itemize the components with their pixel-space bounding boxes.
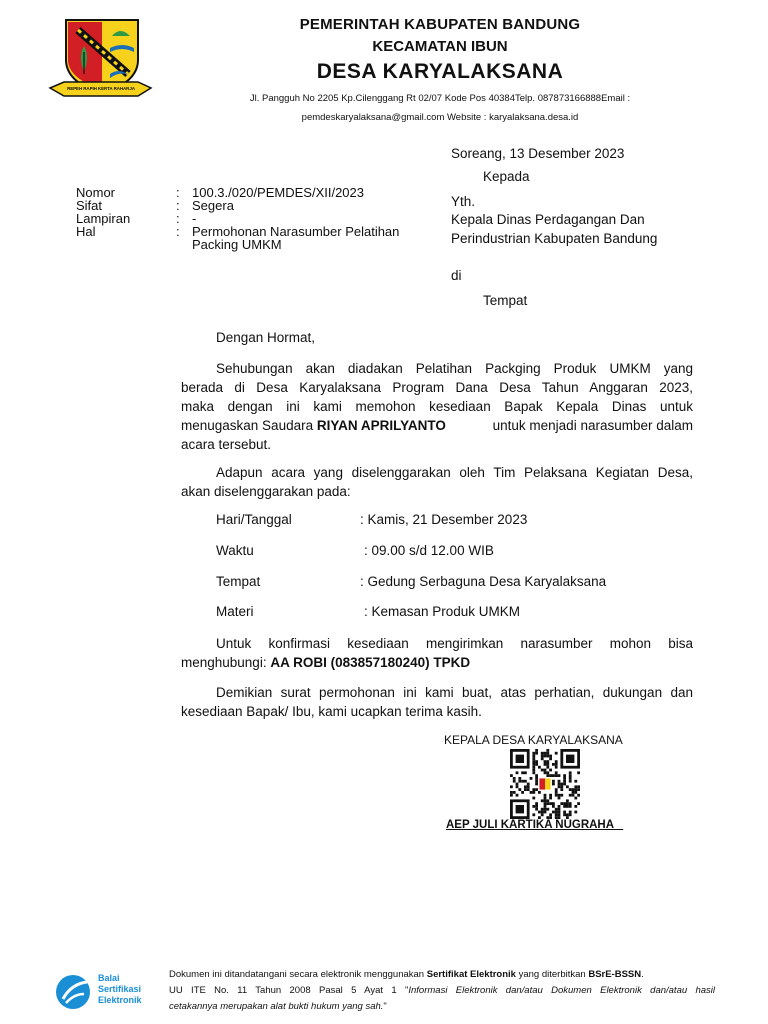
notice-l3-quote: cetakannya merupakan alat bukti hukum yang sah.	[169, 1001, 384, 1012]
detail-materi-value: : Kemasan Produk UMKM	[364, 604, 521, 619]
meta-sifat-sep: :	[176, 198, 180, 213]
paragraph-4	[181, 683, 693, 721]
paragraph-3-line2	[181, 653, 693, 672]
detail-hari-value: : Kamis, 21 Desember 2023	[360, 512, 528, 527]
recipient-line2: Perindustrian Kabupaten Bandung	[451, 231, 658, 246]
letterhead-address: Jl. Pangguh No 2205 Kp.Cilenggang Rt 02/07 Kode Pos 40384Telp. 087873166888Email :	[249, 93, 631, 104]
meta-hal-label: Hal	[76, 224, 96, 239]
greeting: Dengan Hormat,	[216, 330, 316, 345]
meta-hal-value: Permohonan Narasumber Pelatihan	[192, 224, 400, 239]
detail-waktu-label: Waktu	[216, 543, 254, 558]
meta-sifat-label: Sifat	[76, 198, 103, 213]
detail-hari-label: Hari/Tanggal	[216, 512, 292, 527]
paragraph-1-line1: Sehubungan akan diadakan Pelatihan Packging Produk UMKM yang	[216, 361, 693, 376]
detail-tempat-value: : Gedung Serbaguna Desa Karyalaksana	[360, 574, 607, 589]
letterhead-title: DESA KARYALAKSANA	[316, 60, 564, 83]
notice-l2-pre: UU ITE No. 11 Tahun 2008 Pasal 5 Ayat 1 "	[169, 985, 409, 996]
p1-post: untuk menjadi narasumber dalam	[488, 418, 693, 433]
p1-pre: menugaskan Saudara	[181, 418, 317, 433]
paragraph-3	[181, 634, 693, 672]
recipient-kepada: Kepada	[483, 169, 530, 184]
letterhead-divider	[48, 131, 720, 132]
bsre-logo-line1: Balai	[98, 973, 120, 983]
detail-materi-label: Materi	[216, 604, 254, 619]
notice-l1-cert: Sertifikat Elektronik	[426, 969, 516, 980]
meta-lampiran-sep: :	[176, 211, 180, 226]
p3-pre: menghubungi:	[181, 655, 271, 670]
bsre-logo	[54, 970, 164, 1012]
detail-tempat-label: Tempat	[216, 574, 261, 589]
notice-l1-issuer: BSrE-BSSN	[588, 969, 642, 980]
village-emblem	[48, 12, 153, 102]
bsre-logo-line3: Elektronik	[98, 995, 142, 1005]
notice-line2	[169, 983, 715, 999]
letterhead-line1: PEMERINTAH KABUPATEN BANDUNG	[299, 16, 581, 33]
meta-hal-sep: :	[176, 224, 180, 239]
notice-line3	[169, 999, 715, 1015]
recipient-tempat: Tempat	[483, 293, 528, 308]
paragraph-2-line1: Adapun acara yang diselenggarakan oleh Tim Pelaksana Kegiatan Desa,	[216, 465, 693, 480]
notice-line1	[169, 967, 715, 983]
meta-lampiran-label: Lampiran	[76, 211, 131, 226]
bsre-logo-line2: Sertifikasi	[98, 984, 142, 994]
emblem-motto: REPEH RAPIH KERTA RAHARJA	[67, 86, 135, 91]
signatory-name-text: AEP JULI KARTIKA NUGRAHA	[446, 819, 614, 831]
paragraph-2-line2: akan diselenggarakan pada:	[181, 484, 351, 499]
notice-l3-end: "	[383, 1001, 387, 1012]
meta-sifat-value: Segera	[192, 198, 234, 213]
paragraph-1-line2: berada di Desa Karyalaksana Program Dana Desa Tahun Anggaran 2023,	[181, 380, 693, 395]
meta-nomor-label: Nomor	[76, 185, 116, 200]
recipient-yth: Yth.	[451, 194, 476, 209]
meta-nomor-sep: :	[176, 185, 180, 200]
paragraph-1-line4	[181, 416, 693, 435]
paragraph-1-line3: maka dengan ini kami memohon kesediaan Bapak Kepala Dinas untuk	[181, 399, 693, 414]
meta-lampiran-value: -	[192, 211, 197, 226]
letterhead-line2: KECAMATAN IBUN	[372, 38, 508, 55]
signatory-name	[446, 819, 623, 831]
notice-l1-mid: yang diterbitkan	[515, 969, 589, 980]
detail-waktu-value: : 09.00 s/d 12.00 WIB	[364, 543, 494, 558]
letterhead-contact: pemdeskaryalaksana@gmail.com Website : karyalaksana.desa.id	[301, 112, 579, 123]
e-signature-notice	[169, 967, 715, 1015]
meta-nomor-value: 100.3./020/PEMDES/XII/2023	[192, 185, 364, 200]
notice-l2-quote: Informasi Elektronik dan/atau Dokumen Elektronik dan/atau hasil	[408, 985, 716, 996]
notice-l1-pre: Dokumen ini ditandatangani secara elektronik menggunakan	[169, 969, 427, 980]
paragraph-1-line5: acara tersebut.	[181, 437, 272, 452]
speaker-name: RIYAN APRILYANTO	[316, 418, 446, 433]
paragraph-4-line1: Demikian surat permohonan ini kami buat, atas perhatian, dukungan dan	[216, 685, 693, 700]
letter-date: Soreang, 13 Desember 2023	[451, 146, 625, 161]
paragraph-3-line1: Untuk konfirmasi kesediaan mengirimkan narasumber mohon bisa	[216, 636, 693, 651]
notice-l1-end: .	[641, 969, 644, 980]
meta-hal-value-cont: Packing UMKM	[192, 237, 282, 252]
contact-person: AA ROBI (083857180240) TPKD	[270, 655, 471, 670]
qr-code	[502, 749, 588, 819]
paragraph-2	[181, 463, 693, 501]
paragraph-4-line2: kesediaan Bapak/ Ibu, kami ucapkan terima kasih.	[181, 704, 482, 719]
signatory-title: KEPALA DESA KARYALAKSANA	[444, 733, 623, 747]
recipient-di: di	[451, 268, 462, 283]
paragraph-1	[181, 359, 693, 454]
recipient-line1: Kepala Dinas Perdagangan Dan	[451, 212, 645, 227]
